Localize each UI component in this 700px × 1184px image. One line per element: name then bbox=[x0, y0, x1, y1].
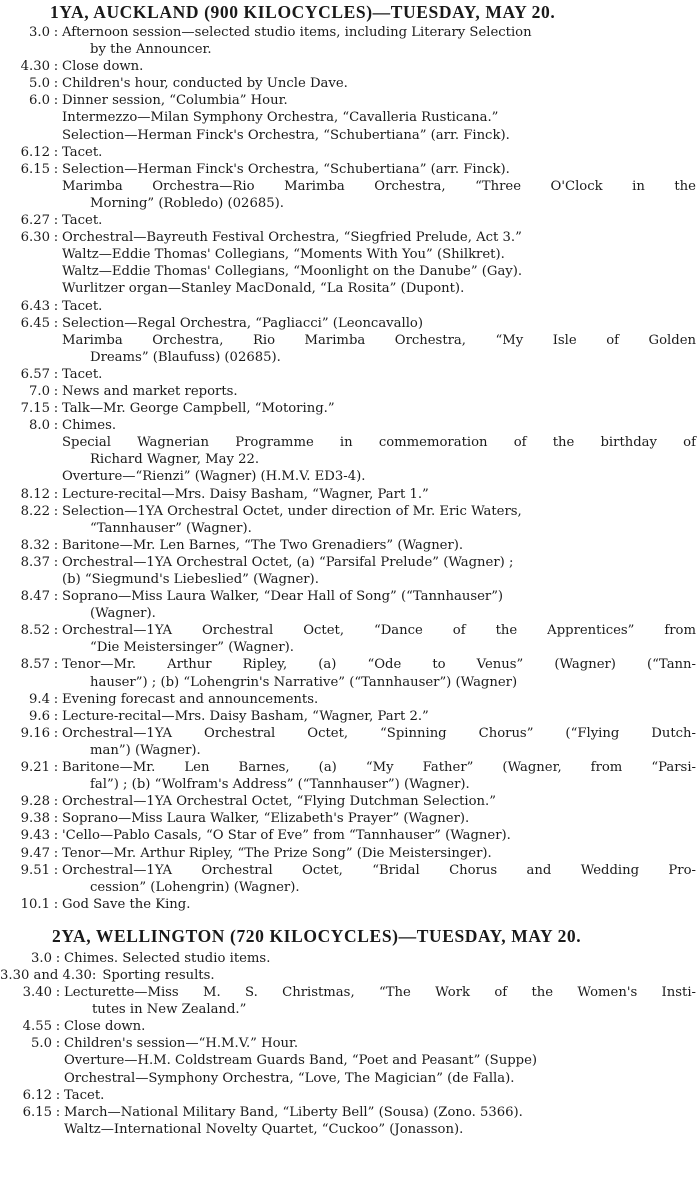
entry-time: 3.40 bbox=[22, 985, 52, 1001]
time-separator: : bbox=[53, 554, 59, 570]
time-separator: : bbox=[53, 657, 59, 673]
entry-description bbox=[62, 161, 700, 212]
entry-time: 3.0 bbox=[31, 950, 52, 966]
station-heading: 1YA, AUCKLAND (900 KILOCYCLES)—TUESDAY, MAY 20. bbox=[50, 2, 556, 22]
entry-line: Afternoon session—selected studio items, including Literary Selection bbox=[62, 25, 532, 40]
time-separator: : bbox=[53, 315, 59, 331]
entry-time: 9.6 bbox=[29, 708, 50, 724]
entry-time: 8.12 bbox=[20, 486, 50, 502]
entry-line: Tacet. bbox=[62, 144, 103, 160]
entry-line: Waltz—International Novelty Quartet, “Cuckoo” (Jonasson). bbox=[64, 1121, 464, 1137]
entry-description bbox=[64, 950, 700, 967]
program-entry bbox=[0, 486, 700, 503]
program-entry bbox=[0, 588, 700, 622]
entry-line: Tacet. bbox=[62, 366, 103, 382]
time-separator: : bbox=[53, 794, 59, 810]
entry-line: Selection—Herman Finck's Orchestra, “Schubertiana” (arr. Finck). bbox=[62, 161, 510, 177]
time-separator: : bbox=[53, 708, 59, 724]
entry-line: Waltz—Eddie Thomas' Collegians, “Moonlight on the Danube” (Gay). bbox=[62, 264, 523, 280]
time-separator: : bbox=[55, 985, 61, 1001]
time-separator: : bbox=[53, 691, 59, 707]
entry-line: (Wagner). bbox=[90, 606, 156, 622]
entry-line: Orchestral—Bayreuth Festival Orchestra, “Siegfried Prelude, Act 3.” bbox=[62, 230, 522, 246]
entry-description bbox=[62, 298, 700, 315]
entry-time: 8.0 bbox=[29, 418, 50, 434]
entry-description bbox=[62, 862, 700, 896]
entry-description bbox=[102, 967, 700, 984]
time-separator: : bbox=[53, 144, 59, 160]
entry-time: 6.15 bbox=[22, 1104, 52, 1120]
program-list bbox=[0, 950, 700, 1138]
entry-time: 9.51 bbox=[20, 862, 50, 878]
program-entry bbox=[0, 366, 700, 383]
entry-description bbox=[62, 24, 700, 58]
entry-description bbox=[62, 75, 700, 92]
entry-description bbox=[62, 622, 700, 656]
entry-line: God Save the King. bbox=[62, 896, 191, 912]
program-entry bbox=[0, 1035, 700, 1086]
entry-description bbox=[62, 58, 700, 75]
entry-line: Tacet. bbox=[62, 213, 103, 229]
time-separator: : bbox=[53, 418, 59, 434]
time-separator: : bbox=[53, 59, 59, 75]
station-section-1ya bbox=[0, 2, 700, 913]
entry-line: Soprano—Miss Laura Walker, “Dear Hall of Song” (“Tannhauser”) bbox=[62, 589, 504, 605]
entry-line: Close down. bbox=[64, 1019, 146, 1035]
program-entry bbox=[0, 950, 700, 967]
time-separator: : bbox=[53, 725, 59, 741]
entry-line: Marimba Orchestra—Rio Marimba Orchestra, “Three O'Clock in the bbox=[62, 178, 696, 194]
entry-time: 6.57 bbox=[20, 366, 50, 382]
time-separator: : bbox=[53, 213, 59, 229]
program-entry bbox=[0, 656, 700, 690]
entry-description bbox=[64, 1087, 700, 1104]
entry-line: Orchestral—1YA Orchestral Octet, “Flying Dutchman Selection.” bbox=[62, 794, 496, 810]
entry-time: 6.15 bbox=[20, 161, 50, 177]
entry-time: 9.47 bbox=[20, 845, 50, 861]
entry-line: Baritone—Mr. Len Barnes, (a) “My Father” (Wagner, from “Parsi- bbox=[62, 760, 696, 776]
entry-line: March—National Military Band, “Liberty Bell” (Sousa) (Zono. 5366). bbox=[64, 1104, 523, 1120]
program-entry bbox=[0, 827, 700, 844]
program-entry bbox=[0, 58, 700, 75]
entry-line: Evening forecast and announcements. bbox=[62, 691, 319, 707]
entry-description bbox=[62, 486, 700, 503]
entry-time: 6.0 bbox=[29, 93, 50, 109]
station-heading: 2YA, WELLINGTON (720 KILOCYCLES)—TUESDAY, MAY 20. bbox=[52, 925, 582, 946]
program-entry bbox=[0, 845, 700, 862]
entry-line: fal”) ; (b) “Wolfram's Address” (“Tannhauser”) (Wagner). bbox=[90, 777, 470, 793]
program-entry bbox=[0, 896, 700, 913]
program-entry bbox=[0, 862, 700, 896]
entry-line: Tenor—Mr. Arthur Ripley, “The Prize Song” (Die Meistersinger). bbox=[62, 845, 492, 861]
entry-line: “Die Meistersinger” (Wagner). bbox=[90, 640, 294, 656]
program-entry bbox=[0, 383, 700, 400]
time-separator: : bbox=[53, 503, 59, 519]
entry-line: Marimba Orchestra, Rio Marimba Orchestra, “My Isle of Golden bbox=[62, 332, 696, 348]
time-separator: : bbox=[55, 1036, 61, 1052]
program-entry bbox=[0, 503, 700, 537]
entry-description bbox=[62, 92, 700, 143]
entry-time: 10.1 bbox=[20, 896, 50, 912]
program-entry bbox=[0, 759, 700, 793]
entry-description bbox=[62, 588, 700, 622]
program-entry bbox=[0, 554, 700, 588]
entry-time: 9.21 bbox=[20, 760, 50, 776]
entry-description bbox=[62, 212, 700, 229]
program-entry bbox=[0, 229, 700, 297]
time-separator: : bbox=[55, 1087, 61, 1103]
entry-line: Orchestral—1YA Orchestral Octet, “Bridal Chorus and Wedding Pro- bbox=[62, 862, 696, 878]
time-separator: : bbox=[53, 230, 59, 246]
entry-line: Chimes. bbox=[62, 418, 117, 434]
entry-line: Tacet. bbox=[64, 1087, 105, 1103]
program-entry bbox=[0, 75, 700, 92]
time-separator: : bbox=[53, 862, 59, 878]
entry-time: 6.30 bbox=[20, 230, 50, 246]
entry-line: Lecture-recital—Mrs. Daisy Basham, “Wagner, Part 1.” bbox=[62, 486, 429, 502]
entry-line: tutes in New Zealand.” bbox=[92, 1002, 247, 1018]
time-separator: : bbox=[53, 366, 59, 382]
entry-description bbox=[62, 810, 700, 827]
time-separator: : bbox=[53, 537, 59, 553]
entry-description bbox=[62, 691, 700, 708]
entry-description bbox=[62, 827, 700, 844]
time-separator: : bbox=[53, 623, 59, 639]
entry-line: Tacet. bbox=[62, 298, 103, 314]
time-separator: : bbox=[53, 896, 59, 912]
entry-time: 9.28 bbox=[20, 794, 50, 810]
entry-time: 8.22 bbox=[20, 503, 50, 519]
program-entry bbox=[0, 400, 700, 417]
entry-line: Children's hour, conducted by Uncle Dave. bbox=[62, 76, 348, 92]
entry-time: 8.47 bbox=[20, 589, 50, 605]
program-entry bbox=[0, 725, 700, 759]
entry-line: Richard Wagner, May 22. bbox=[90, 452, 260, 468]
entry-line: Lecture-recital—Mrs. Daisy Basham, “Wagner, Part 2.” bbox=[62, 708, 429, 724]
time-separator: : bbox=[53, 589, 59, 605]
entry-description bbox=[62, 793, 700, 810]
entry-line: Morning” (Robledo) (02685). bbox=[90, 195, 284, 211]
entry-time: 6.12 bbox=[22, 1087, 52, 1103]
time-separator: : bbox=[53, 486, 59, 502]
entry-description bbox=[62, 417, 700, 485]
entry-line: by the Announcer. bbox=[90, 42, 212, 58]
program-entry bbox=[0, 1104, 700, 1138]
entry-line: Baritone—Mr. Len Barnes, “The Two Grenadiers” (Wagner). bbox=[62, 537, 464, 553]
entry-line: Dinner session, “Columbia” Hour. bbox=[62, 93, 288, 109]
time-separator: : bbox=[53, 828, 59, 844]
time-separator: : bbox=[53, 383, 59, 399]
entry-time: 6.45 bbox=[20, 315, 50, 331]
entry-time: 4.55 bbox=[22, 1019, 52, 1035]
entry-description bbox=[64, 984, 700, 1018]
entry-description bbox=[62, 503, 700, 537]
entry-time: 8.52 bbox=[20, 623, 50, 639]
entry-line: cession” (Lohengrin) (Wagner). bbox=[90, 879, 300, 895]
entry-line: (b) “Siegmund's Liebeslied” (Wagner). bbox=[62, 572, 319, 587]
time-separator: : bbox=[53, 25, 59, 40]
time-separator: : bbox=[53, 161, 59, 177]
entry-time: 9.4 bbox=[29, 691, 50, 707]
entry-description bbox=[64, 1035, 700, 1086]
entry-description bbox=[62, 383, 700, 400]
entry-line: Dreams” (Blaufuss) (02685). bbox=[90, 349, 281, 365]
entry-time: 4.30 bbox=[20, 59, 50, 75]
entry-description bbox=[62, 708, 700, 725]
program-entry bbox=[0, 810, 700, 827]
entry-description bbox=[62, 229, 700, 297]
program-entry bbox=[0, 967, 700, 984]
entry-time: 8.32 bbox=[20, 537, 50, 553]
entry-description bbox=[62, 315, 700, 366]
entry-line: News and market reports. bbox=[62, 383, 238, 399]
entry-time: 9.43 bbox=[20, 828, 50, 844]
entry-line: Intermezzo—Milan Symphony Orchestra, “Cavalleria Rusticana.” bbox=[62, 110, 499, 126]
station-section-2ya bbox=[0, 926, 700, 1138]
time-separator: : bbox=[53, 76, 59, 92]
entry-description bbox=[64, 1018, 700, 1035]
entry-description bbox=[62, 845, 700, 862]
entry-description bbox=[64, 1104, 700, 1138]
entry-time: 7.0 bbox=[29, 383, 50, 399]
entry-line: Selection—1YA Orchestral Octet, under direction of Mr. Eric Waters, bbox=[62, 503, 522, 519]
time-separator: : bbox=[53, 298, 59, 314]
entry-line: Orchestral—1YA Orchestral Octet, “Dance of the Apprentices” from bbox=[62, 623, 696, 639]
entry-line: Children's session—“H.M.V.” Hour. bbox=[64, 1036, 299, 1052]
entry-line: Tenor—Mr. Arthur Ripley, (a) “Ode to Venus” (Wagner) (“Tann- bbox=[62, 657, 696, 673]
program-entry bbox=[0, 622, 700, 656]
entry-line: Lecturette—Miss M. S. Christmas, “The Work of the Women's Insti- bbox=[64, 985, 696, 1001]
entry-description bbox=[62, 656, 700, 690]
program-entry bbox=[0, 144, 700, 161]
time-separator: : bbox=[53, 401, 59, 417]
entry-time: 6.43 bbox=[20, 298, 50, 314]
entry-time: 5.0 bbox=[29, 76, 50, 92]
program-entry bbox=[0, 537, 700, 554]
program-entry bbox=[0, 708, 700, 725]
entry-time: 6.12 bbox=[20, 144, 50, 160]
entry-line: Special Wagnerian Programme in commemoration of the birthday of bbox=[62, 435, 696, 451]
entry-time: 3.0 bbox=[29, 25, 50, 40]
entry-time: 3.30 and 4.30: bbox=[0, 967, 97, 983]
entry-line: hauser”) ; (b) “Lohengrin's Narrative” (“Tannhauser”) (Wagner) bbox=[90, 674, 518, 690]
time-separator: : bbox=[53, 93, 59, 109]
entry-line: Wurlitzer organ—Stanley MacDonald, “La Rosita” (Dupont). bbox=[62, 281, 465, 297]
entry-line: Orchestral—Symphony Orchestra, “Love, The Magician” (de Falla). bbox=[64, 1070, 515, 1086]
entry-time: 6.27 bbox=[20, 213, 50, 229]
entry-line: Selection—Regal Orchestra, “Pagliacci” (Leoncavallo) bbox=[62, 315, 424, 331]
program-entry bbox=[0, 92, 700, 143]
entry-time: 8.37 bbox=[20, 554, 50, 570]
entry-line: Sporting results. bbox=[102, 967, 215, 983]
entry-line: Orchestral—1YA Orchestral Octet, (a) “Parsifal Prelude” (Wagner) ; bbox=[62, 554, 514, 570]
entry-description bbox=[62, 366, 700, 383]
program-entry bbox=[0, 793, 700, 810]
entry-description bbox=[62, 400, 700, 417]
entry-line: Close down. bbox=[62, 59, 144, 75]
entry-description bbox=[62, 725, 700, 759]
entry-line: man”) (Wagner). bbox=[90, 742, 201, 758]
entry-description bbox=[62, 759, 700, 793]
entry-line: Chimes. Selected studio items. bbox=[64, 950, 271, 966]
entry-description bbox=[62, 554, 700, 588]
entry-line: Soprano—Miss Laura Walker, “Elizabeth's Prayer” (Wagner). bbox=[62, 811, 470, 827]
entry-time: 7.15 bbox=[20, 401, 50, 417]
entry-time: 8.57 bbox=[20, 657, 50, 673]
program-entry bbox=[0, 315, 700, 366]
program-entry bbox=[0, 1018, 700, 1035]
time-separator: : bbox=[53, 760, 59, 776]
entry-description bbox=[62, 896, 700, 913]
entry-line: Selection—Herman Finck's Orchestra, “Schubertiana” (arr. Finck). bbox=[62, 127, 510, 143]
entry-line: Overture—H.M. Coldstream Guards Band, “Poet and Peasant” (Suppe) bbox=[64, 1053, 538, 1069]
program-entry bbox=[0, 161, 700, 212]
time-separator: : bbox=[53, 811, 59, 827]
entry-line: “Tannhauser” (Wagner). bbox=[90, 520, 252, 536]
program-entry bbox=[0, 298, 700, 315]
program-entry bbox=[0, 984, 700, 1018]
program-entry bbox=[0, 24, 700, 58]
program-entry bbox=[0, 212, 700, 229]
time-separator: : bbox=[55, 1104, 61, 1120]
entry-line: Waltz—Eddie Thomas' Collegians, “Moments With You” (Shilkret). bbox=[62, 247, 505, 263]
entry-line: 'Cello—Pablo Casals, “O Star of Eve” from “Tannhauser” (Wagner). bbox=[62, 828, 511, 844]
entry-time: 5.0 bbox=[31, 1036, 52, 1052]
entry-line: Overture—“Rienzi” (Wagner) (H.M.V. ED3-4). bbox=[62, 469, 366, 485]
program-entry bbox=[0, 417, 700, 485]
entry-line: Talk—Mr. George Campbell, “Motoring.” bbox=[62, 401, 335, 417]
program-entry bbox=[0, 1087, 700, 1104]
entry-description bbox=[62, 144, 700, 161]
entry-line: Orchestral—1YA Orchestral Octet, “Spinning Chorus” (“Flying Dutch- bbox=[62, 725, 696, 741]
time-separator: : bbox=[55, 950, 61, 966]
entry-description bbox=[62, 537, 700, 554]
time-separator: : bbox=[53, 845, 59, 861]
entry-time: 9.38 bbox=[20, 811, 50, 827]
program-entry bbox=[0, 691, 700, 708]
time-separator: : bbox=[55, 1019, 61, 1035]
entry-time: 9.16 bbox=[20, 725, 50, 741]
program-list bbox=[0, 24, 700, 913]
